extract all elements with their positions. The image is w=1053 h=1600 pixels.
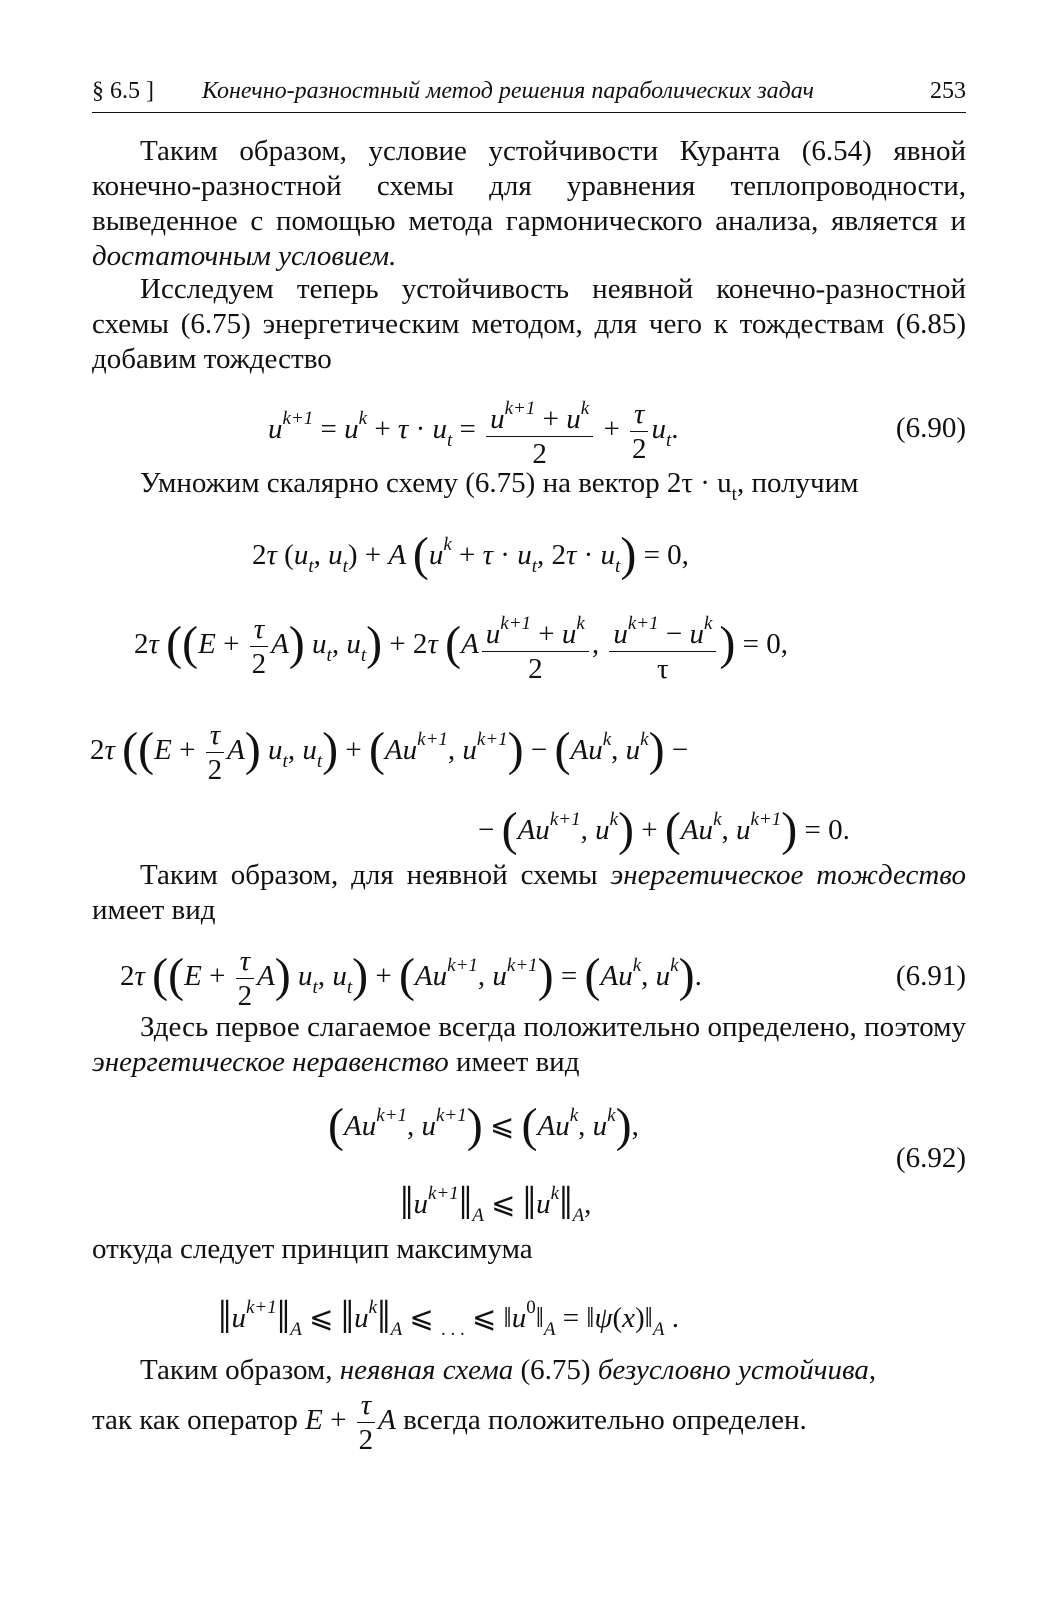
paragraph-1-emph: достаточным условием. <box>92 240 397 272</box>
equation-expanded: 2τ ((E + $\frac{\tau}{2}$ A) $u_t$, $u_t) + 2\tau$ (A $\frac{u^{k+1} + u^k}{2}$ , $\frac{u^{k+1} - u^k}{\tau}$ ) = 0, <box>134 607 788 686</box>
paragraph-7-text-d: так как оператор <box>92 1404 306 1437</box>
equation-6-90: $u^{k+1} = u^k + \tau \cdot u_t$ = $\frac{u^{k+1} + u^k}{2}$ + $\frac{\tau}{2}$ $u_t$. <box>268 392 678 471</box>
paragraph-4 <box>92 858 966 928</box>
paragraph-5-emph: энергетическое неравенство <box>92 1046 449 1078</box>
equation-energy-line-2: − ($Au^{k+1}$, $u^k) + (Au^k$, $u^{k+1}) = 0$. <box>478 803 850 856</box>
equation-scalar-product: 2τ ($u_t$, $u_t) + A$ ($u^k + \tau \cdot u_t$, $2\tau \cdot u_t) = 0$, <box>252 528 689 581</box>
paragraph-4-emph: энергетическое тождество <box>610 859 966 891</box>
equation-number-6-91: (6.91) <box>895 960 966 992</box>
paragraph-1 <box>92 134 966 274</box>
page-number: 253 <box>930 78 966 104</box>
equation-maximum-principle: $‖u^{k+1}‖_A$ ⩽ $‖u^k‖_A$ ⩽ $_{. . .}$ ⩽ $‖u^0‖_A$ = $‖\psi(x)‖_A$ . <box>218 1291 679 1344</box>
running-header <box>92 76 966 113</box>
paragraph-7-text-a: Таким образом, <box>140 1354 340 1386</box>
paragraph-3-end: , получим <box>736 467 859 499</box>
equation-6-92-line-1: ($Au^{k+1}$, $u^{k+1}$) ⩽ (Au$^k$, $u^k$), <box>328 1099 639 1152</box>
paragraph-3-text: Умножим скалярно схему (6.75) на вектор 2τ · u <box>140 467 732 499</box>
paragraph-6: откуда следует принцип максимума <box>92 1233 533 1265</box>
operator-expression: E + $\frac{\tau}{2}$ A <box>305 1389 396 1456</box>
paragraph-7-emph-b: безусловно устойчива <box>597 1354 869 1386</box>
paragraph-7 <box>92 1352 966 1388</box>
paragraph-4-text: Таким образом, для неявной схемы <box>140 859 611 891</box>
equation-6-92-line-2: $‖u^{k+1}‖_A$ ⩽ $‖u^k‖_A$, <box>400 1177 592 1230</box>
equation-number-6-92: (6.92) <box>895 1142 966 1174</box>
equation-energy-line-1: 2τ ((E + $\frac{\tau}{2}$ A) $u_t$, $u_t) + (Au^{k+1}$, $u^{k+1}) - (Au^k$, $u^k$) − <box>90 719 689 786</box>
equation-number-6-90: (6.90) <box>895 412 966 444</box>
paragraph-5-end: имеет вид <box>448 1046 580 1078</box>
paragraph-5-text: Здесь первое слагаемое всегда положительно определено, поэтому <box>140 1011 966 1043</box>
paragraph-3 <box>92 466 966 512</box>
running-title: Конечно-разностный метод решения параболических задач <box>202 78 814 104</box>
paragraph-7-line-2 <box>92 1388 966 1457</box>
paragraph-7-text-e: всегда положительно определен. <box>395 1404 807 1437</box>
paragraph-7-text-b: (6.75) <box>513 1354 598 1386</box>
paragraph-5 <box>92 1010 966 1080</box>
paragraph-7-emph-a: неявная схема <box>339 1354 514 1386</box>
section-number: § 6.5 ] <box>92 78 154 104</box>
paragraph-3-subscript: t <box>731 484 737 505</box>
equation-6-91: 2τ ((E + $\frac{\tau}{2}$ A) $u_t$, $u_t) + (Au^{k+1}$, $u^{k+1}) = (Au^k$, $u^k$). <box>120 945 702 1012</box>
paragraph-1-text: Таким образом, условие устойчивости Куранта (6.54) явной конечно-разностной схемы для уравнения теплопроводности, выведенное с помощью метода гармонического анализа, является и <box>92 135 966 237</box>
paragraph-7-text-c: , <box>868 1354 877 1386</box>
paragraph-4-end: имеет вид <box>92 894 216 926</box>
paragraph-2: Исследуем теперь устойчивость неявной конечно-разностной схемы (6.75) энергетическим методом, для чего к тождествам (6.85) добавим тождество <box>92 273 966 375</box>
